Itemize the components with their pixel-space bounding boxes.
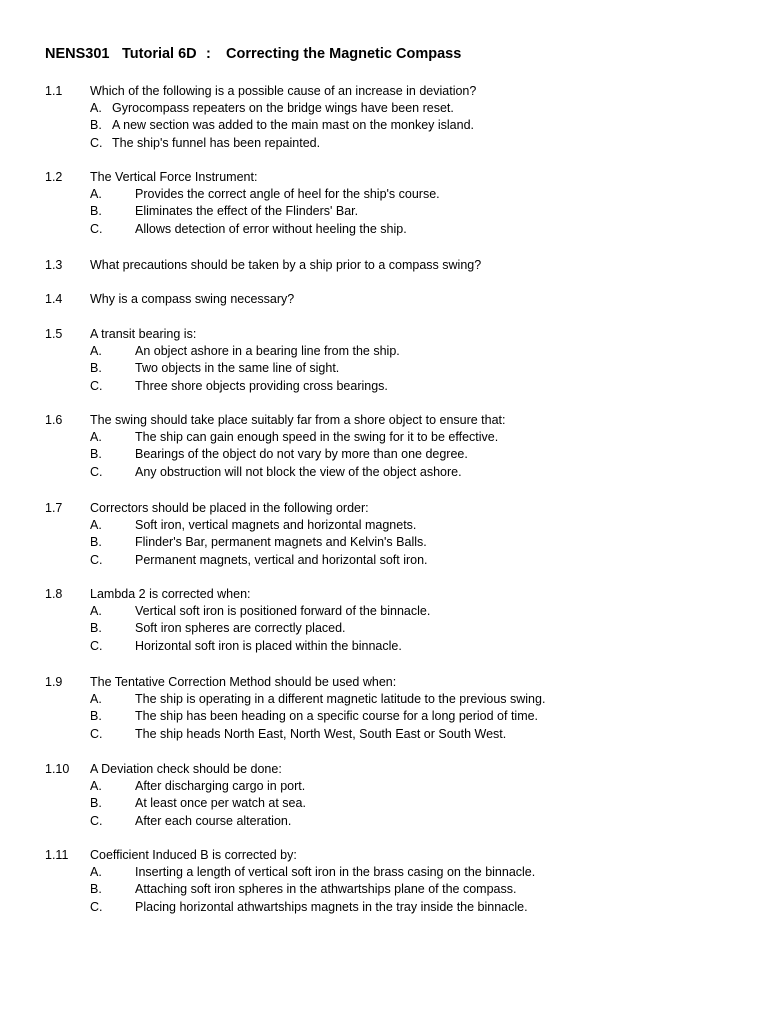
question-item xyxy=(0,500,768,569)
question-text: The Vertical Force Instrument: xyxy=(90,170,258,184)
option-letter: B. xyxy=(90,447,102,462)
answer-option xyxy=(0,360,768,377)
option-letter: B. xyxy=(90,204,102,219)
option-letter: A. xyxy=(90,430,102,444)
answer-option xyxy=(0,221,768,238)
question-line xyxy=(0,83,768,100)
question-item xyxy=(0,83,768,152)
option-letter: A. xyxy=(90,101,102,115)
question-number: 1.5 xyxy=(45,327,63,341)
question-text: Correctors should be placed in the following order: xyxy=(90,501,369,515)
answer-option xyxy=(0,343,768,360)
answer-option xyxy=(0,620,768,637)
question-line xyxy=(0,169,768,186)
option-text: Three shore objects providing cross bearings. xyxy=(135,378,388,393)
option-text: Bearings of the object do not vary by more than one degree. xyxy=(135,447,468,462)
question-text: Lambda 2 is corrected when: xyxy=(90,587,251,601)
option-letter: B. xyxy=(90,882,102,897)
answer-option xyxy=(0,429,768,446)
question-item xyxy=(0,412,768,481)
course-code: NENS301 xyxy=(45,46,110,62)
answer-option xyxy=(0,778,768,795)
question-line xyxy=(0,847,768,864)
option-letter: A. xyxy=(90,779,102,793)
option-text: Soft iron, vertical magnets and horizontal magnets. xyxy=(135,518,417,532)
question-number: 1.6 xyxy=(45,413,63,427)
option-text: Eliminates the effect of the Flinders' Bar. xyxy=(135,204,359,219)
option-text: Flinder's Bar, permanent magnets and Kelvin's Balls. xyxy=(135,535,427,550)
option-letter: C. xyxy=(90,726,103,741)
option-text: The ship is operating in a different magnetic latitude to the previous swing. xyxy=(135,692,546,706)
question-item xyxy=(0,761,768,830)
option-letter: A. xyxy=(90,865,102,879)
answer-option xyxy=(0,795,768,812)
question-line xyxy=(0,586,768,603)
option-letter: A. xyxy=(90,187,102,201)
answer-option xyxy=(0,186,768,203)
question-item xyxy=(0,326,768,395)
answer-option xyxy=(0,726,768,743)
question-number: 1.3 xyxy=(45,258,63,272)
question-text: Coefficient Induced B is corrected by: xyxy=(90,848,297,862)
question-text: What precautions should be taken by a ship prior to a compass swing? xyxy=(90,258,482,272)
question-item xyxy=(0,674,768,743)
question-text: The Tentative Correction Method should be used when: xyxy=(90,675,397,689)
option-text: The ship's funnel has been repainted. xyxy=(112,135,321,150)
question-text: A Deviation check should be done: xyxy=(90,762,282,776)
option-letter: A. xyxy=(90,518,102,532)
option-letter: C. xyxy=(90,899,103,914)
answer-option xyxy=(0,708,768,725)
option-text: A new section was added to the main mast on the monkey island. xyxy=(112,118,475,133)
question-line xyxy=(0,257,768,274)
question-line xyxy=(0,500,768,517)
question-number: 1.1 xyxy=(45,84,63,98)
topic-title: Correcting the Magnetic Compass xyxy=(226,46,462,62)
tutorial-label: Tutorial 6D xyxy=(122,46,197,62)
answer-option xyxy=(0,203,768,220)
page-title xyxy=(45,46,461,62)
option-text: The ship has been heading on a specific course for a long period of time. xyxy=(135,709,539,724)
answer-option xyxy=(0,899,768,916)
question-number: 1.10 xyxy=(45,762,70,776)
question-line xyxy=(0,291,768,308)
option-text: Allows detection of error without heeling the ship. xyxy=(135,221,407,236)
answer-option xyxy=(0,813,768,830)
option-letter: C. xyxy=(90,638,103,653)
answer-option xyxy=(0,864,768,881)
question-number: 1.4 xyxy=(45,292,63,306)
option-text: Permanent magnets, vertical and horizontal soft iron. xyxy=(135,552,428,567)
question-item xyxy=(0,847,768,916)
answer-option xyxy=(0,638,768,655)
option-letter: B. xyxy=(90,709,102,724)
option-text: Vertical soft iron is positioned forward of the binnacle. xyxy=(135,604,431,618)
option-text: Any obstruction will not block the view of the object ashore. xyxy=(135,464,462,479)
option-text: After discharging cargo in port. xyxy=(135,779,306,793)
answer-option xyxy=(0,464,768,481)
option-letter: B. xyxy=(90,361,102,376)
answer-option xyxy=(0,378,768,395)
option-text: After each course alteration. xyxy=(135,813,292,828)
question-item xyxy=(0,169,768,238)
option-letter: C. xyxy=(90,464,103,479)
answer-option xyxy=(0,552,768,569)
question-text: Why is a compass swing necessary? xyxy=(90,292,295,306)
option-text: Gyrocompass repeaters on the bridge wings have been reset. xyxy=(112,101,454,115)
option-letter: A. xyxy=(90,344,102,358)
option-text: Two objects in the same line of sight. xyxy=(135,361,340,376)
question-number: 1.11 xyxy=(45,848,69,862)
option-text: Attaching soft iron spheres in the athwartships plane of the compass. xyxy=(135,882,517,897)
question-item xyxy=(0,291,768,308)
option-text: An object ashore in a bearing line from the ship. xyxy=(135,344,400,358)
option-text: Horizontal soft iron is placed within the binnacle. xyxy=(135,638,402,653)
option-text: Soft iron spheres are correctly placed. xyxy=(135,621,346,636)
question-text: A transit bearing is: xyxy=(90,327,197,341)
question-line xyxy=(0,761,768,778)
answer-option xyxy=(0,534,768,551)
option-letter: B. xyxy=(90,118,102,133)
answer-option xyxy=(0,691,768,708)
option-text: Inserting a length of vertical soft iron in the brass casing on the binnacle. xyxy=(135,865,536,879)
option-text: The ship can gain enough speed in the swing for it to be effective. xyxy=(135,430,499,444)
option-text: Provides the correct angle of heel for the ship's course. xyxy=(135,187,440,201)
question-item xyxy=(0,257,768,274)
question-number: 1.8 xyxy=(45,587,63,601)
question-number: 1.2 xyxy=(45,170,63,184)
answer-option xyxy=(0,603,768,620)
answer-option xyxy=(0,517,768,534)
question-line xyxy=(0,674,768,691)
option-letter: B. xyxy=(90,621,102,636)
question-number: 1.9 xyxy=(45,675,63,689)
option-letter: B. xyxy=(90,535,102,550)
option-letter: C. xyxy=(90,813,103,828)
question-item xyxy=(0,586,768,655)
option-letter: A. xyxy=(90,604,102,618)
answer-option xyxy=(0,881,768,898)
question-line xyxy=(0,326,768,343)
answer-option xyxy=(0,135,768,152)
option-letter: A. xyxy=(90,692,102,706)
option-letter: C. xyxy=(90,221,103,236)
question-number: 1.7 xyxy=(45,501,63,515)
question-text: The swing should take place suitably far from a shore object to ensure that: xyxy=(90,413,506,427)
option-text: At least once per watch at sea. xyxy=(135,796,306,811)
title-separator: : xyxy=(206,46,211,62)
answer-option xyxy=(0,100,768,117)
option-letter: C. xyxy=(90,552,103,567)
option-letter: B. xyxy=(90,796,102,811)
option-letter: C. xyxy=(90,378,103,393)
option-letter: C. xyxy=(90,135,103,150)
answer-option xyxy=(0,117,768,134)
option-text: The ship heads North East, North West, South East or South West. xyxy=(135,726,507,741)
option-text: Placing horizontal athwartships magnets in the tray inside the binnacle. xyxy=(135,899,528,914)
question-text: Which of the following is a possible cause of an increase in deviation? xyxy=(90,84,477,98)
question-line xyxy=(0,412,768,429)
answer-option xyxy=(0,446,768,463)
